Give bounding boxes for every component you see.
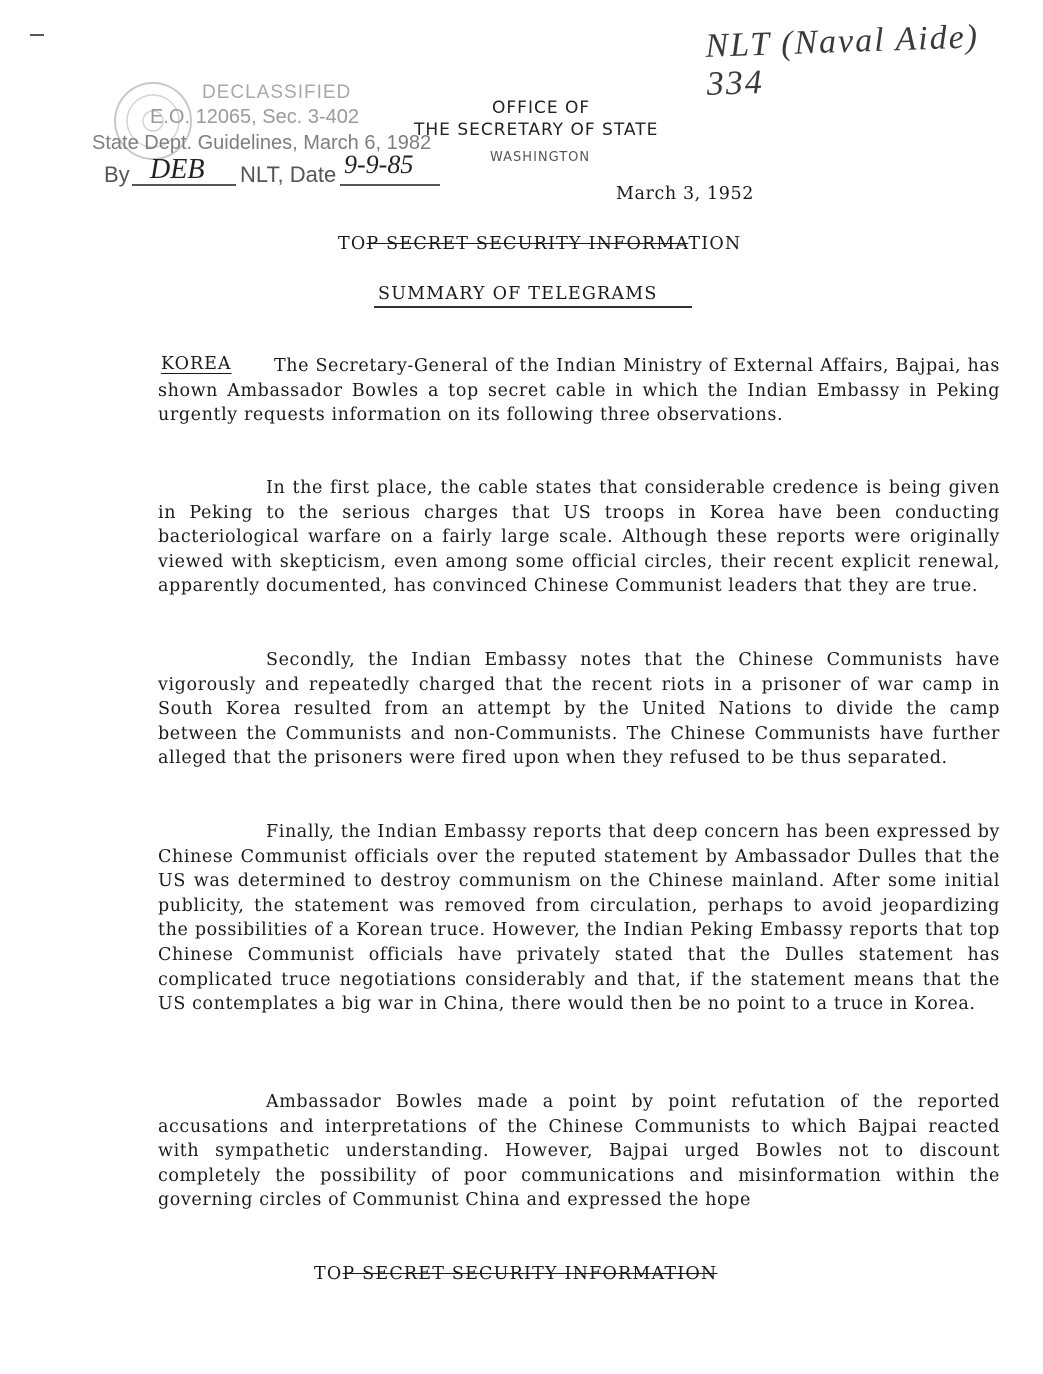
handwritten-archive-note: NLT (Naval Aide) 334 — [704, 18, 980, 103]
document-title: SUMMARY OF TELEGRAMS — [378, 284, 658, 304]
document-date: March 3, 1952 — [616, 184, 754, 204]
classification-header-struck: P SECRET SECURITY INFORMA — [366, 234, 689, 254]
stamp-by-label: By — [104, 162, 130, 187]
stamp-nlt-date-label: NLT, Date — [240, 162, 337, 187]
corner-mark — [30, 34, 44, 36]
stamp-eo-reference: E.O. 12065, Sec. 3-402 — [150, 106, 360, 128]
classification-footer-prefix: TO — [314, 1264, 343, 1284]
paragraph-first-place: In the first place, the cable states that considerable credence is being given in Peking to the serious charges that US troops in Korea have been conducting bacteriological warfare on a fairly large scale. Although these reports were originally viewed with skepticism, even among some official circles, their recent explicit renewal, apparently documented, has convinced Chinese Communist leaders that they are true. — [158, 478, 1000, 597]
paragraph-bowles: Ambassador Bowles made a point by point refutation of the reported accusations and interpretations of the Chinese Communists to which Bajpai reacted with sympathetic understanding. However, Bajpai urged Bowles not to discount completely the possibility of poor communications and misinformation within the governing circles of Communist China and expressed the hope — [158, 1092, 1000, 1211]
classification-header-suffix: TION — [688, 234, 742, 254]
paragraph-secondly: Secondly, the Indian Embassy notes that the Chinese Communists have vigorously and repeatedly charged that the recent riots in a prisoner of war camp in South Korea resulted from an attempt by the United Nations to divide the camp between the Communists and non-Communists. The Chinese Communists have further alleged that the prisoners were fired upon when they refused to be thus separated. — [158, 650, 1000, 769]
letterhead-city: WASHINGTON — [490, 150, 591, 165]
classification-header-prefix: TO — [338, 234, 367, 254]
title-underline — [374, 306, 692, 308]
classification-footer — [314, 1262, 717, 1287]
letterhead-secretary: THE SECRETARY OF STATE — [414, 120, 659, 140]
stamp-declassified: DECLASSIFIED — [202, 82, 352, 103]
stamp-date-handwritten: 9-9-85 — [344, 150, 414, 179]
paragraph-intro: The Secretary-General of the Indian Ministry of External Affairs, Bajpai, has shown Ambassador Bowles a top secret cable in which the Indian Embassy in Peking urgently requests information on its following three observations. — [158, 356, 1000, 426]
section-label-korea: KOREA — [161, 354, 232, 374]
letterhead-office: OFFICE OF — [492, 98, 591, 118]
stamp-date-line — [340, 184, 440, 186]
classification-header — [338, 232, 741, 257]
classification-footer-struck: P SECRET SECURITY INFORMATION — [342, 1264, 718, 1284]
stamp-guidelines: State Dept. Guidelines, March 6, 1982 — [92, 132, 432, 154]
paragraph-finally: Finally, the Indian Embassy reports that deep concern has been expressed by Chinese Communist officials over the reputed statement by Ambassador Dulles that the US was determined to destroy communism on the Chinese mainland. After some initial publicity, the statement was removed from circulation, perhaps to avoid jeopardizing the possibilities of a Korean truce. However, the Indian Peking Embassy reports that top Chinese Communist officials have privately stated that the Dulles statement has complicated truce negotiations considerably and that, if the statement means that the US contemplates a big war in China, there would then be no point to a truce in Korea. — [158, 822, 1000, 1015]
stamp-initials: DEB — [150, 154, 205, 185]
